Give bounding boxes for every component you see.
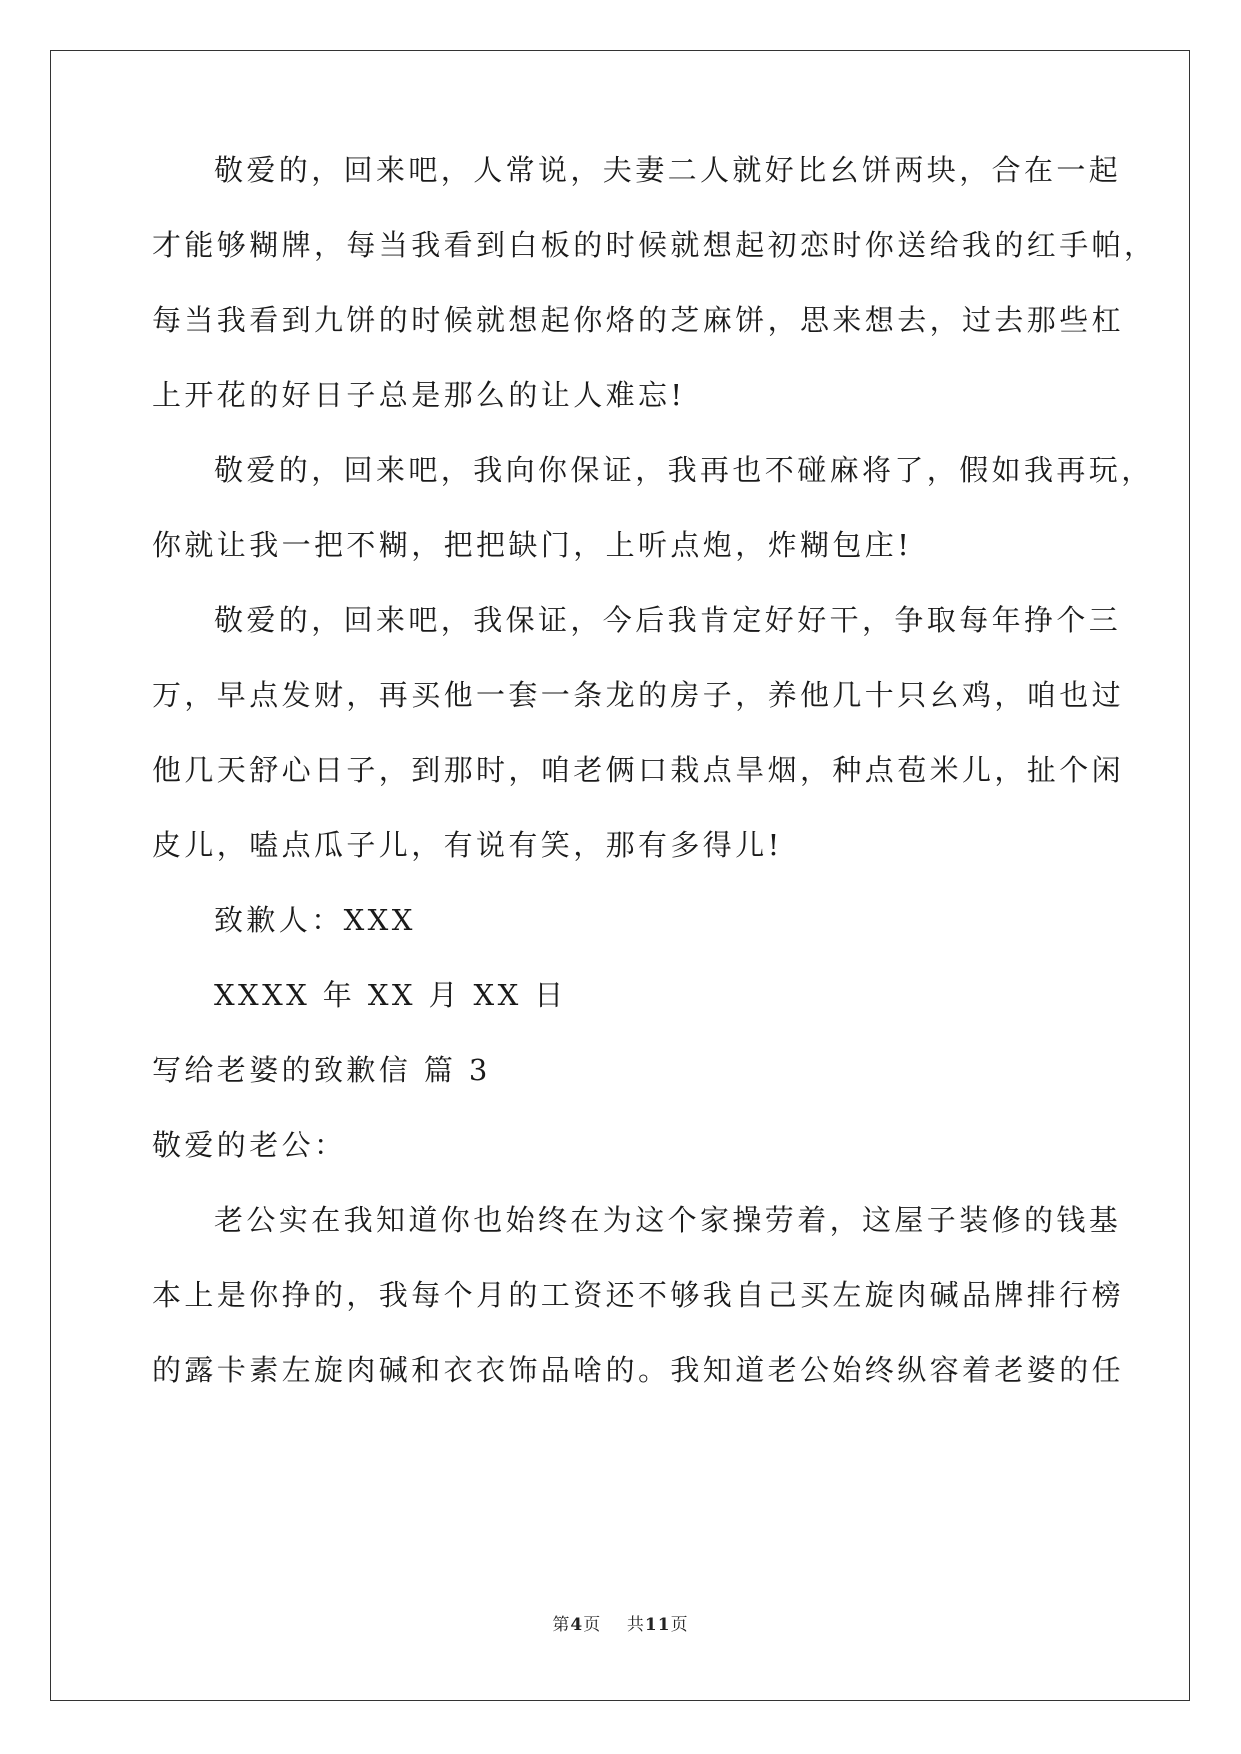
- paragraph-line: 敬爱的，回来吧，人常说，夫妻二人就好比幺饼两块，合在一起: [214, 153, 1122, 187]
- paragraph-line: 的露卡素左旋肉碱和衣衣饰品啥的。我知道老公始终纵容着老婆的任: [152, 1353, 1125, 1387]
- page-footer: [0, 1610, 1241, 1635]
- paragraph-line: 皮儿，嗑点瓜子儿，有说有笑，那有多得儿!: [152, 828, 783, 862]
- footer-prefix: 第: [552, 1615, 571, 1635]
- footer-suffix: 页: [670, 1615, 689, 1635]
- paragraph-line: 上开花的好日子总是那么的让人难忘!: [152, 378, 686, 412]
- footer-mid: 页 共: [583, 1615, 645, 1635]
- paragraph-line: 他几天舒心日子，到那时，咱老俩口栽点旱烟，种点苞米儿，扯个闲: [152, 753, 1125, 787]
- paragraph-line: 你就让我一把不糊，把把缺门，上听点炮，炸糊包庄!: [152, 528, 913, 562]
- paragraph-line: 每当我看到九饼的时候就想起你烙的芝麻饼，思来想去，过去那些杠: [152, 303, 1125, 337]
- paragraph-line: 万，早点发财，再买他一套一条龙的房子，养他几十只幺鸡，咱也过: [152, 678, 1125, 712]
- signature-line: 致歉人：XXX: [214, 903, 416, 937]
- paragraph-line: 才能够糊牌，每当我看到白板的时候就想起初恋时你送给我的红手帕，: [152, 228, 1157, 262]
- page-border: [50, 50, 1190, 1701]
- total-pages-number: 11: [644, 1615, 671, 1635]
- paragraph-line: 老公实在我知道你也始终在为这个家操劳着，这屋子装修的钱基: [214, 1203, 1122, 1237]
- current-page-number: 4: [570, 1615, 584, 1635]
- paragraph-line: 本上是你挣的，我每个月的工资还不够我自己买左旋肉碱品牌排行榜: [152, 1278, 1125, 1312]
- date-line: XXXX 年 XX 月 XX 日: [214, 978, 567, 1012]
- salutation: 敬爱的老公：: [152, 1128, 347, 1162]
- paragraph-line: 敬爱的，回来吧，我向你保证，我再也不碰麻将了，假如我再玩，: [214, 453, 1154, 487]
- paragraph-line: 敬爱的，回来吧，我保证，今后我肯定好好干，争取每年挣个三: [214, 603, 1122, 637]
- section-title: 写给老婆的致歉信 篇 3: [152, 1053, 491, 1087]
